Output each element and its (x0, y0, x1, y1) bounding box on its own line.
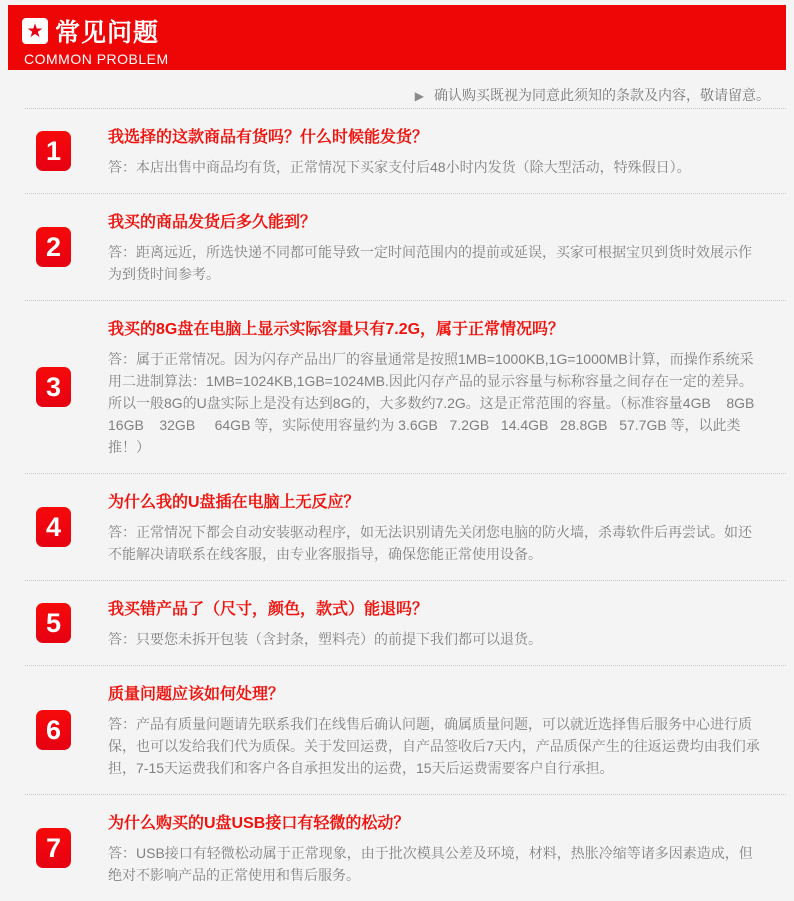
faq-item (25, 795, 786, 901)
question-text: 为什么购买的U盘USB接口有轻微的松动？ (108, 815, 410, 832)
faq-item (25, 474, 786, 581)
question-text: 为什么我的U盘插在电脑上无反应？ (108, 494, 360, 511)
faq-item (25, 109, 786, 194)
star-icon: ★ (26, 20, 44, 42)
question-answer-block (108, 209, 760, 285)
faq-list (25, 109, 786, 901)
item-number-badge: 6 (36, 710, 71, 750)
question-answer-block (108, 124, 760, 178)
question-text: 我买错产品了（尺寸，颜色，款式）能退吗？ (108, 601, 429, 618)
item-number-badge: 3 (36, 367, 71, 407)
item-number-badge: 4 (36, 507, 71, 547)
question-text: 我选择的这款商品有货吗？什么时候能发货？ (108, 129, 429, 146)
question-text: 我买的商品发货后多久能到？ (108, 214, 317, 231)
purchase-notice (25, 70, 786, 109)
answer-text: 答：正常情况下都会自动安装驱动程序，如无法识别请先关闭您电脑的防火墙，杀毒软件后再尝试。如还不能解决请联系在线客服，由专业客服指导，确保您能正常使用设备。 (108, 524, 752, 562)
answer-text: 答：产品有质量问题请先联系我们在线售后确认问题，确属质量问题，可以就近选择售后服务中心进行质保，也可以发给我们代为质保。关于发回运费，自产品签收后7天内，产品质保产生的往返运费均由我们承担，7-15天运费我们和客户各自承担发出的运费，15天后运费需要客户自行承担。 (108, 716, 760, 776)
item-number-badge: 7 (36, 828, 71, 868)
faq-item (25, 581, 786, 666)
faq-item (25, 666, 786, 795)
page-subtitle: COMMON PROBLEM (24, 51, 169, 67)
item-number-badge: 1 (36, 131, 71, 171)
question-answer-block (108, 681, 760, 779)
answer-text: 答：距离远近，所选快递不同都可能导致一定时间范围内的提前或延误，买家可根据宝贝到货时效展示作为到货时间参考。 (108, 244, 752, 282)
purchase-notice-text: 确认购买既视为同意此须知的条款及内容，敬请留意。 (434, 87, 770, 103)
question-answer-block (108, 316, 770, 458)
faq-item (25, 301, 786, 474)
page-title: 常见问题 (55, 19, 160, 47)
arrow-right-icon: ▶ (414, 89, 424, 103)
answer-text: 答：USB接口有轻微松动属于正常现象，由于批次模具公差及环境，材料，热胀冷缩等诸多因素造成，但绝对不影响产品的正常使用和售后服务。 (108, 845, 753, 883)
question-answer-block (108, 489, 760, 565)
item-number-badge: 2 (36, 227, 71, 267)
question-answer-block (108, 810, 760, 886)
answer-text: 答：本店出售中商品均有货，正常情况下买家支付后48小时内发货（除大型活动，特殊假日）。 (108, 159, 691, 175)
star-icon-box (22, 18, 48, 44)
question-answer-block (108, 596, 760, 650)
question-text: 质量问题应该如何处理？ (108, 686, 285, 703)
faq-item (25, 194, 786, 301)
header-banner (8, 5, 786, 70)
question-text: 我买的8G盘在电脑上显示实际容量只有7.2G，属于正常情况吗？ (108, 321, 565, 338)
answer-text: 答：只要您未拆开包装（含封条，塑料壳）的前提下我们都可以退货。 (108, 631, 542, 647)
answer-text: 答：属于正常情况。因为闪存产品出厂的容量通常是按照1MB=1000KB,1G=1000MB计算，而操作系统采用二进制算法：1MB=1024KB,1GB=1024MB.因此闪存产品的显示容量与标称容量之间存在一定的差异。所以一般8G的U盘实际上是没有达到8G的，大多数约7.2G。这是正常范围的容量。（标准容量4GB 8GB 16GB 32GB 64GB 等，实际使用容量约为 3.6GB 7.2GB 14.4GB 28.8GB 57.7GB 等，以此类推！） (108, 351, 770, 455)
item-number-badge: 5 (36, 603, 71, 643)
